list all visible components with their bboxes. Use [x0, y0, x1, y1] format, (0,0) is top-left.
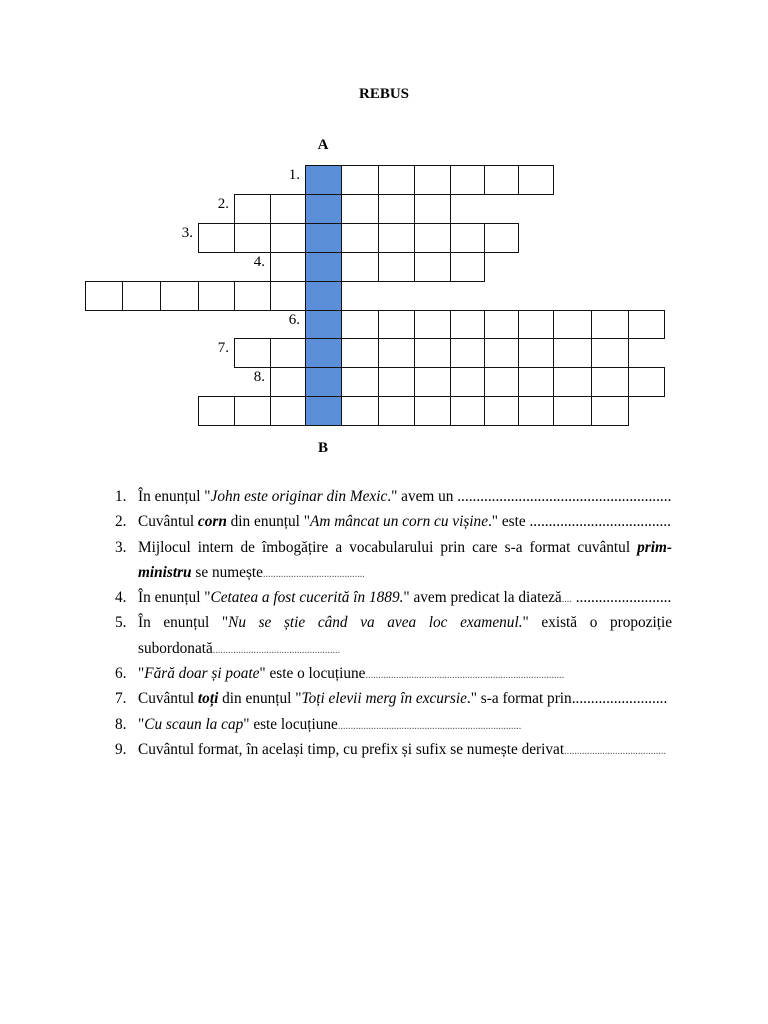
clue-term: toți [197, 690, 219, 708]
crossword-cell [591, 367, 629, 397]
key-column-cell [305, 338, 342, 368]
page-title: REBUS [358, 86, 410, 102]
clue-item [0, 686, 768, 711]
clue-text [138, 636, 672, 663]
clue-text-segment: ." s-a format prin [466, 690, 572, 708]
clue-number: 4. [115, 589, 127, 607]
clue-term: ministru [138, 563, 192, 581]
crossword-cell [518, 367, 554, 397]
crossword-cell [160, 281, 199, 311]
clue-text-segment: din enunțul " [218, 690, 302, 708]
answer-blank: ........................................ [262, 568, 365, 580]
clue-item [0, 610, 768, 635]
crossword-cell [414, 165, 451, 195]
clue-text [138, 560, 672, 587]
clue-text-segment: se numește [191, 563, 263, 581]
example-sentence: Fără doar și poate [144, 665, 260, 683]
clue-text-segment: Cuvântul [138, 690, 198, 708]
clue-item [0, 509, 768, 534]
crossword-cell [270, 194, 306, 224]
clue-text-segment: Mijlocul intern de îmbogățire a vocabularului prin care s-a format cuvântul [138, 538, 638, 556]
crossword-cell [414, 338, 451, 368]
crossword-cell [341, 223, 379, 253]
clue-text-segment: Cuvântul format, în același timp, cu prefix și sufix se numește derivat [138, 740, 565, 758]
key-column-top-label: A [317, 137, 329, 153]
answer-blank: ......................... [571, 589, 672, 607]
crossword-cell [341, 310, 379, 339]
crossword-cell [378, 338, 415, 368]
clue-text [138, 535, 672, 560]
crossword-cell [450, 338, 485, 368]
crossword-cell [198, 223, 235, 253]
answer-blank: .................................................. [212, 644, 341, 656]
key-column-cell [305, 194, 342, 224]
crossword-cell [518, 396, 554, 426]
crossword-cell [378, 165, 415, 195]
crossword-cell [198, 396, 235, 426]
answer-blank: ..................................... [529, 513, 671, 531]
clue-item [0, 661, 768, 686]
clue-text-segment: ." este [487, 513, 530, 531]
crossword-cell [270, 252, 306, 282]
clue-text-segment: din enunțul " [226, 513, 310, 531]
crossword-cell [414, 310, 451, 339]
crossword-cell [518, 338, 554, 368]
clue-item [0, 585, 768, 610]
clue-text [138, 585, 672, 612]
answer-blank: ........................................................ [457, 488, 672, 505]
answer-blank: .... [561, 594, 572, 606]
answer-blank: ........................................ [564, 745, 666, 757]
clue-item [0, 535, 768, 560]
clue-text-segment: În enunțul " [138, 488, 211, 505]
row-number-label: 3. [181, 225, 193, 241]
clue-text [138, 484, 672, 509]
crossword-cell [341, 194, 379, 224]
crossword-cell [378, 252, 415, 282]
crossword-cell [85, 281, 123, 311]
clue-term: corn [197, 513, 227, 531]
crossword-cell [234, 338, 271, 368]
crossword-cell [450, 252, 485, 282]
clue-number: 1. [115, 488, 127, 505]
crossword-cell [628, 367, 665, 397]
crossword-cell [484, 310, 519, 339]
key-column-cell [305, 396, 342, 426]
clue-term: prim- [637, 538, 672, 556]
clue-number: 8. [115, 715, 127, 733]
crossword-cell [341, 252, 379, 282]
clue-text-segment: ." avem un [387, 488, 458, 505]
key-column-cell [305, 310, 342, 339]
clue-number: 5. [115, 614, 127, 632]
clue-text-segment: În enunțul " [138, 589, 211, 607]
clue-item-continuation [0, 560, 768, 585]
crossword-cell [450, 396, 485, 426]
crossword-cell [270, 367, 306, 397]
clue-text [138, 610, 672, 635]
clue-text-segment: " avem predicat la diateză [403, 589, 562, 607]
crossword-cell [450, 223, 485, 253]
crossword-cell [414, 194, 451, 224]
clue-text-segment: " este o locuțiune [259, 665, 366, 683]
crossword-cell [234, 281, 271, 311]
crossword-cell [378, 310, 415, 339]
row-number-label: 4. [253, 254, 265, 270]
crossword-cell [591, 338, 629, 368]
clue-text-segment: Cuvântul [138, 513, 198, 531]
clue-text-segment: " este locuțiune [243, 715, 338, 733]
key-column-cell [305, 252, 342, 282]
clue-text-segment: " [138, 715, 145, 733]
crossword-cell [270, 223, 306, 253]
crossword-cell [234, 194, 271, 224]
crossword-cell [484, 396, 519, 426]
crossword-cell [484, 223, 519, 253]
clue-number: 9. [115, 740, 127, 758]
clue-item-continuation [0, 636, 768, 661]
crossword-cell [378, 223, 415, 253]
clue-number: 6. [115, 665, 127, 683]
answer-blank: ........................................................................ [337, 720, 522, 732]
crossword-cell [591, 310, 629, 339]
clue-text-segment: În enunțul " [138, 614, 229, 632]
crossword-cell [484, 338, 519, 368]
crossword-cell [414, 396, 451, 426]
crossword-cell [270, 338, 306, 368]
crossword-cell [341, 338, 379, 368]
example-sentence: Cu scaun la cap [144, 715, 244, 733]
crossword-cell [484, 367, 519, 397]
clue-item [0, 484, 768, 509]
clue-item [0, 712, 768, 737]
crossword-cell [341, 165, 379, 195]
crossword-cell [553, 367, 592, 397]
clue-number: 7. [115, 690, 127, 708]
crossword-cell [341, 396, 379, 426]
clue-item [0, 737, 768, 762]
example-sentence: Nu se știe când va avea loc examenul. [228, 614, 523, 632]
crossword-cell [234, 223, 271, 253]
crossword-cell [553, 396, 592, 426]
key-column-cell [305, 223, 342, 253]
clue-number: 2. [115, 513, 127, 531]
row-number-label: 6. [288, 312, 300, 328]
crossword-cell [484, 165, 519, 195]
crossword-cell [414, 223, 451, 253]
crossword-cell [518, 165, 554, 195]
crossword-cell [450, 165, 485, 195]
crossword-cell [122, 281, 161, 311]
crossword-cell [378, 396, 415, 426]
crossword-cell [414, 252, 451, 282]
crossword-cell [553, 338, 592, 368]
clue-text [138, 509, 672, 534]
crossword-cell [270, 396, 306, 426]
crossword-cell [414, 367, 451, 397]
row-number-label: 8. [253, 369, 265, 385]
clue-text-segment: " [138, 665, 145, 683]
clue-text-segment: " există o propoziție [522, 614, 672, 632]
crossword-cell [591, 396, 629, 426]
example-sentence: Am mâncat un corn cu vișine [309, 513, 488, 531]
example-sentence: Toți elevii merg în excursie [301, 690, 467, 708]
clue-text [138, 686, 672, 711]
crossword-cell [198, 281, 235, 311]
crossword-cell [450, 367, 485, 397]
clue-text [138, 737, 672, 764]
crossword-cell [518, 310, 554, 339]
row-number-label: 7. [217, 340, 229, 356]
crossword-cell [450, 310, 485, 339]
clue-number: 3. [115, 538, 127, 556]
crossword-cell [378, 194, 415, 224]
crossword-cell [628, 310, 665, 339]
clue-text [138, 661, 672, 688]
clue-text-segment: subordonată [138, 639, 213, 657]
crossword-cell [341, 367, 379, 397]
clue-text [138, 712, 672, 739]
clue-list [0, 484, 768, 762]
example-sentence: John este originar din Mexic [210, 488, 388, 505]
row-number-label: 2. [217, 196, 229, 212]
key-column-cell [305, 367, 342, 397]
key-column-cell [305, 165, 342, 195]
row-number-label: 1. [288, 167, 300, 183]
key-column-bottom-label: B [317, 440, 328, 456]
example-sentence: Cetatea a fost cucerită în 1889. [210, 589, 404, 607]
answer-blank: ......................... [571, 690, 668, 708]
crossword-cell [234, 396, 271, 426]
answer-blank: .............................................................................. [365, 670, 565, 682]
crossword-cell [553, 310, 592, 339]
key-column-cell [305, 281, 342, 311]
crossword-cell [378, 367, 415, 397]
crossword-cell [270, 281, 306, 311]
